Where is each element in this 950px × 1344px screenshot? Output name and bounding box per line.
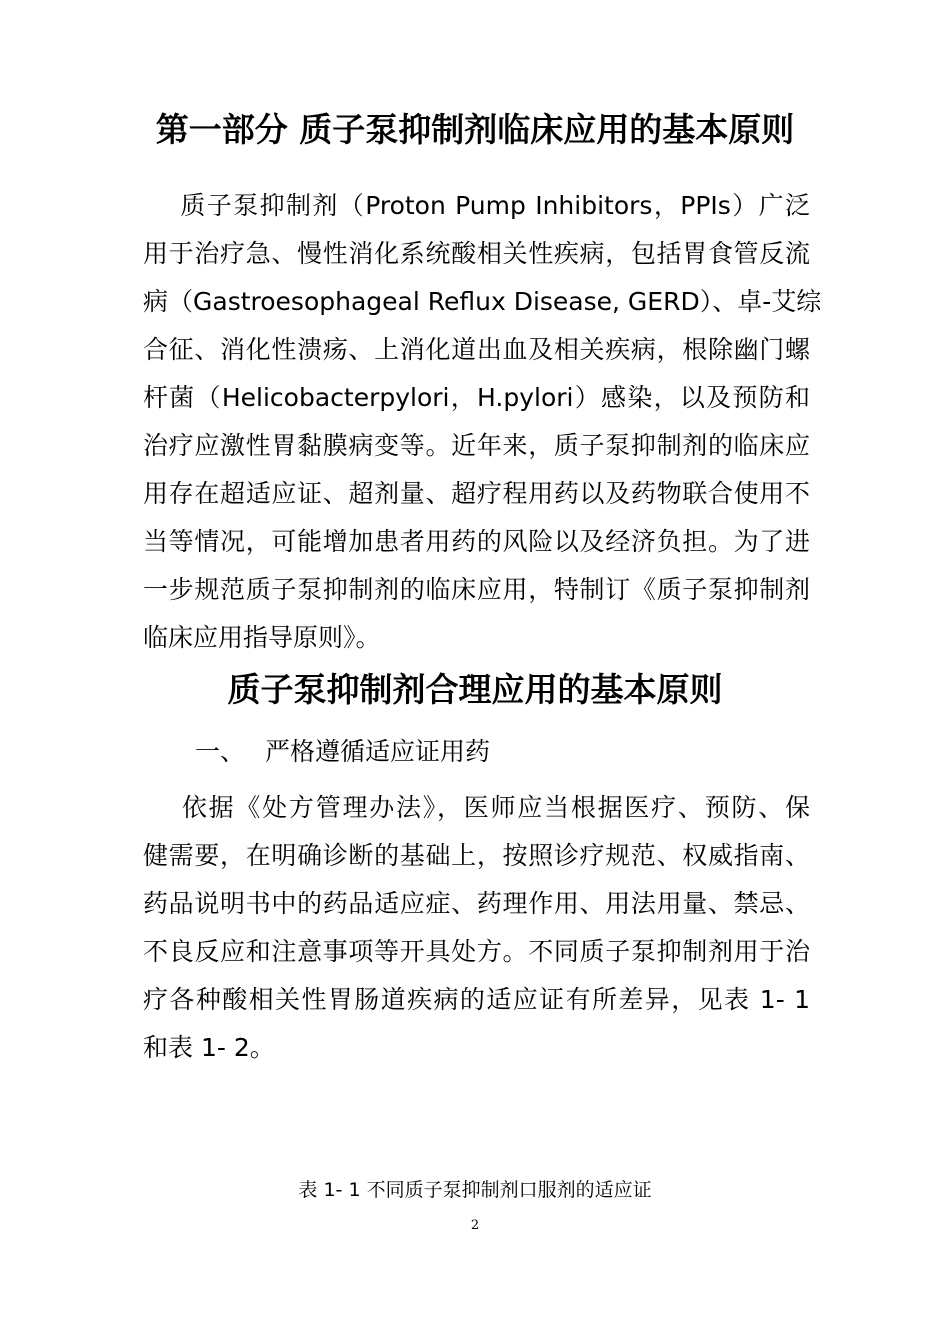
page-number: 2 <box>470 1218 480 1233</box>
paragraph-line: 治疗应激性胃黏膜病变等。近年来，质子泵抑制剂的临床应 <box>143 431 810 460</box>
paragraph-line: 用于治疗急、慢性消化系统酸相关性疾病，包括胃食管反流 <box>143 239 810 268</box>
section-heading-text: 严格遵循适应证用药 <box>265 737 491 766</box>
paragraph-line: 临床应用指导原则》。 <box>143 623 381 652</box>
paragraph-line: 不良反应和注意事项等开具处方。不同质子泵抑制剂用于治 <box>143 937 810 966</box>
paragraph-line: 病（Gastroesophageal Reflux Disease, GERD）、卓-艾综 <box>143 287 822 316</box>
paragraph-line: 当等情况，可能增加患者用药的风险以及经济负担。为了进 <box>143 527 810 556</box>
table-caption: 表 1- 1 不同质子泵抑制剂口服剂的适应证 <box>298 1179 652 1201</box>
section-title: 质子泵抑制剂合理应用的基本原则 <box>227 670 723 709</box>
paragraph-line: 药品说明书中的药品适应症、药理作用、用法用量、禁忌、 <box>143 889 810 918</box>
paragraph-line: 和表 1- 2。 <box>143 1033 275 1062</box>
paragraph-line: 质子泵抑制剂（Proton Pump Inhibitors，PPIs）广泛 <box>143 191 810 220</box>
paragraph-line: 杆菌（Helicobacterpylori，H.pylori）感染，以及预防和 <box>143 383 810 412</box>
paragraph-line: 健需要，在明确诊断的基础上，按照诊疗规范、权威指南、 <box>143 841 810 870</box>
paragraph-line: 一步规范质子泵抑制剂的临床应用，特制订《质子泵抑制剂 <box>143 575 810 604</box>
paragraph-line: 疗各种酸相关性胃肠道疾病的适应证有所差异，见表 1- 1 <box>143 985 810 1014</box>
paragraph-line: 合征、消化性溃疡、上消化道出血及相关疾病，根除幽门螺 <box>143 335 810 364</box>
paragraph-line: 依据《处方管理办法》，医师应当根据医疗、预防、保 <box>143 793 810 822</box>
page-title: 第一部分 质子泵抑制剂临床应用的基本原则 <box>155 110 795 149</box>
section-number: 一、 <box>195 737 246 766</box>
section-heading <box>195 728 490 776</box>
paragraph-line: 用存在超适应证、超剂量、超疗程用药以及药物联合使用不 <box>143 479 810 508</box>
